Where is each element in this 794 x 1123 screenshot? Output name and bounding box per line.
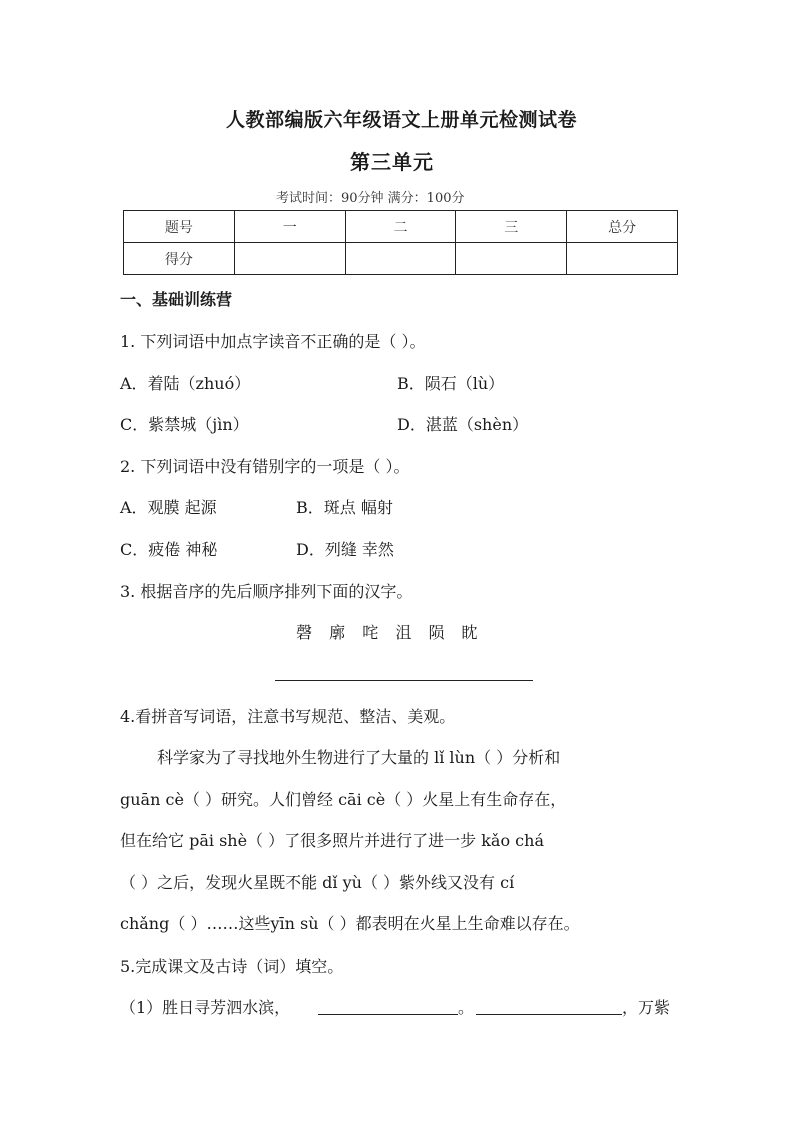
exam-title: 人教部编版六年级语文上册单元检测试卷 — [226, 109, 578, 131]
question-4-line: chǎng（ ）……这些yīn sù（ ）都表明在火星上生命难以存在。 — [120, 914, 580, 933]
score-table-header: 一 — [234, 211, 345, 243]
question-5-line1-start: （1）胜日寻芳泗水滨， — [120, 998, 291, 1017]
question-2-stem: 2. 下列词语中没有错别字的一项是（ ）。 — [120, 457, 410, 476]
question-4-line: 科学家为了寻找地外生物进行了大量的 lǐ lùn（ ）分析和 — [157, 748, 561, 767]
question-1-option-a[interactable]: A．着陆（zhuó） — [120, 374, 251, 393]
question-3-stem: 3. 根据音序的先后顺序排列下面的汉字。 — [120, 582, 413, 601]
char-item: 陨 — [428, 623, 445, 642]
question-4-stem: 4.看拼音写词语，注意书写规范、整洁、美观。 — [120, 707, 456, 726]
question-5-line1-end: ，万紫 — [622, 998, 671, 1017]
char-item: 廓 — [329, 623, 346, 642]
score-cell[interactable] — [345, 243, 456, 275]
score-table-header: 总分 — [567, 211, 678, 243]
char-item: 磬 — [296, 623, 313, 642]
exam-info: 考试时间：90分钟 满分：100分 — [276, 191, 465, 206]
char-item: 眈 — [461, 623, 478, 642]
score-table-header-row — [124, 211, 678, 243]
question-1-option-c[interactable]: C．紫禁城（jìn） — [120, 415, 249, 434]
score-table-header: 题号 — [124, 211, 235, 243]
question-5-blank-2[interactable] — [476, 1014, 622, 1015]
question-1-option-d[interactable]: D．湛蓝（shèn） — [397, 415, 529, 434]
question-5-stem: 5.完成课文及古诗（词）填空。 — [120, 957, 344, 976]
question-5-line1-mid: 。 — [458, 998, 475, 1017]
question-1-option-b[interactable]: B．陨石（lù） — [397, 374, 505, 393]
question-1-stem: 1. 下列词语中加点字读音不正确的是（ ）。 — [120, 332, 426, 351]
question-3-answer-line[interactable] — [275, 680, 533, 681]
char-item: 沮 — [395, 623, 412, 642]
question-2-option-b[interactable]: B．斑点 幅射 — [296, 498, 393, 517]
score-table-score-row — [124, 243, 678, 275]
question-2-option-c[interactable]: C．疲倦 神秘 — [120, 540, 218, 559]
question-2-option-d[interactable]: D．列缝 幸然 — [296, 540, 394, 559]
section-title: 一、基础训练营 — [120, 290, 233, 309]
score-cell[interactable] — [567, 243, 678, 275]
question-3-char-list — [290, 620, 484, 643]
question-2-option-a[interactable]: A．观膜 起源 — [120, 498, 217, 517]
question-4-line: guān cè（ ）研究。人们曾经 cāi cè（ ）火星上有生命存在， — [120, 790, 567, 809]
score-table — [123, 210, 678, 275]
score-cell[interactable] — [456, 243, 567, 275]
score-table-header: 三 — [456, 211, 567, 243]
char-item: 咤 — [362, 623, 379, 642]
score-table-header: 二 — [345, 211, 456, 243]
question-5-blank-1[interactable] — [318, 1014, 458, 1015]
score-cell[interactable] — [234, 243, 345, 275]
question-4-line: 但在给它 pāi shè（ ）了很多照片并进行了进一步 kǎo chá — [120, 831, 544, 850]
question-4-line: （ ）之后，发现火星既不能 dǐ yù（ ）紫外线又没有 cí — [120, 873, 515, 892]
score-row-label: 得分 — [124, 243, 235, 275]
unit-title: 第三单元 — [350, 150, 434, 174]
